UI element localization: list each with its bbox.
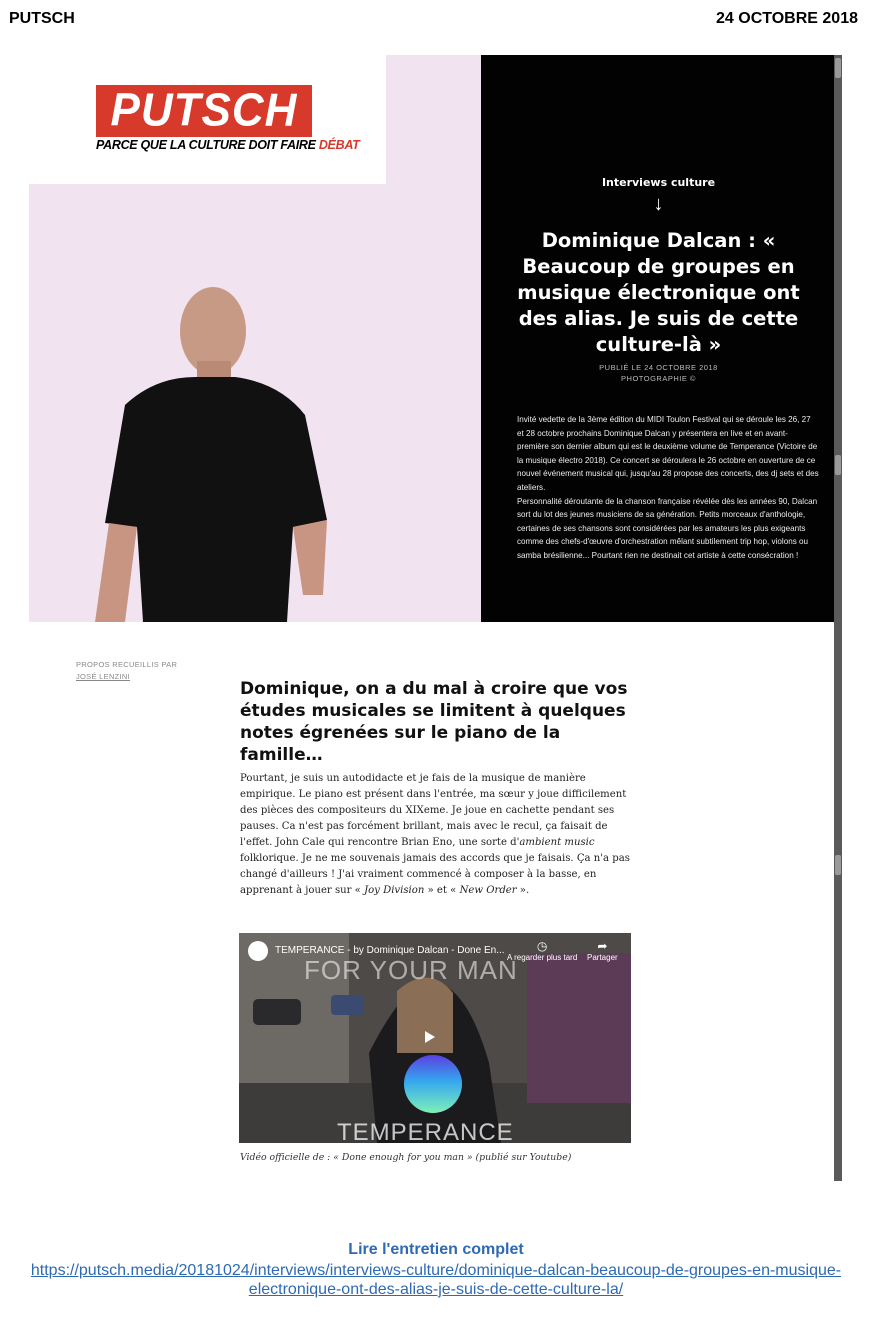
document-date: 24 OCTOBRE 2018 [716,10,858,27]
video-overlay-text: FOR YOUR MAN [304,955,518,985]
article-meta [481,362,836,384]
interview-answer [240,771,635,899]
video-caption: Vidéo officielle de : « Done enough for you man » (publié sur Youtube) [240,1152,572,1163]
share-button[interactable] [587,939,618,962]
share-label: Partager [587,953,618,962]
answer-text: ». [516,885,530,896]
byline-label: PROPOS RECUEILLIS PAR [76,660,178,669]
watch-later-label: A regarder plus tard [507,953,578,962]
answer-emphasis: ambient music [519,837,595,848]
album-orb-graphic [404,1055,462,1113]
video-title[interactable]: TEMPERANCE - by Dominique Dalcan - Done En... [275,945,505,956]
photo-credit: PHOTOGRAPHIE © [621,374,696,383]
answer-text: Pourtant, je suis un autodidacte et je fais de la musique de manière empirique. Le piano est présent dans l'entrée, ma sœur y joue difficilement des pièces des compositeurs du XIXeme. Je joue en cachette pendant ses pauses. Ca n'est pas forcément brillant, mais avec le recul, ça faisait de l'effet. John Cale qui rencontre Brian Eno, une sorte d' [240,773,627,848]
answer-emphasis: Joy Division [364,885,425,896]
logo-tagline [96,138,359,152]
answer-emphasis: New Order [459,885,517,896]
scrollbar-thumb[interactable] [835,455,841,475]
byline-author-link[interactable]: JOSÉ LENZINI [76,672,131,681]
intro-paragraph-2: Personnalité déroutante de la chanson française révélée dès les années 90, Dalcan sort du lot des jeunes musiciens de sa génération. Petits morceaux d'anthologie, certaines de ses chansons sont considérées par les amateurs les plus exigeants comme des chefs-d'œuvre d'orchestration mêlant subtilement trip hop, violons ou samba brésilienne... Pourtant rien ne destinait cet artiste à cette consécration ! [517,496,818,560]
category-link[interactable]: Interviews culture [601,176,716,189]
tagline-accent: DÉBAT [318,138,360,152]
portrait-image [65,265,345,622]
article-headline: Dominique Dalcan : « Beaucoup de groupes en musique électronique ont des alias. Je suis de cette culture-là » [517,229,800,356]
channel-avatar[interactable] [248,941,268,961]
byline [76,659,177,683]
article-screenshot [29,55,841,1181]
article-intro [517,413,819,563]
footer [0,1241,872,1299]
putsch-logo [96,85,312,137]
video-player[interactable] [239,933,631,1143]
full-article-link[interactable]: https://putsch.media/20181024/interviews/interviews-culture/dominique-dalcan-beaucoup-de-groupes-en-musique-electronique-ont-des-alias-je-suis-de-cette-culture-la/ [30,1262,842,1298]
intro-paragraph-1: Invité vedette de la 3ème édition du MIDI Toulon Festival qui se déroule les 26, 27 et 28 octobre prochains Dominique Dalcan y présentera en live et en avant-première son dernier album qui est le deuxième volume de Temperance (Victoire de la musique électro 2018). Ce concert se déroulera le 26 octobre en ouverture de ce nouvel événement musical qui, jusqu'au 28 propose des concerts, des dj sets et des ateliers. [517,415,819,492]
read-full-title: Lire l'entretien complet [348,1241,524,1258]
clock-icon: ◷ [536,939,548,953]
scrollbar-thumb[interactable] [835,855,841,875]
document-header [9,10,858,32]
logo-area [29,55,386,184]
answer-text: » et « [424,885,460,896]
video-bottom-text: TEMPERANCE [337,1119,514,1143]
logo-text: PUTSCH [110,84,298,137]
arrow-down-icon: ↓ [653,193,664,215]
answer-text: folklorique. Je ne me souvenais jamais des accords que je faisais. Ça n'a pas changé d'ailleurs ! J'ai vraiment commencé à composer à la basse, en apprenant à jouer sur « [240,853,630,896]
scrollbar-thumb[interactable] [835,58,841,78]
tagline-main: PARCE QUE LA CULTURE DOIT FAIRE [96,138,316,152]
share-icon: ➦ [597,939,608,953]
source-name: PUTSCH [9,10,75,27]
interview-question: Dominique, on a du mal à croire que vos études musicales se limitent à quelques notes égrenées sur le piano de la famille… [240,679,628,765]
hero-text-panel [481,55,836,622]
play-icon[interactable] [425,1031,435,1043]
publish-date: PUBLIÉ LE 24 OCTOBRE 2018 [599,363,718,372]
scrollbar[interactable] [834,55,842,1181]
watch-later-button[interactable] [507,939,577,962]
hero-photo [29,55,481,622]
